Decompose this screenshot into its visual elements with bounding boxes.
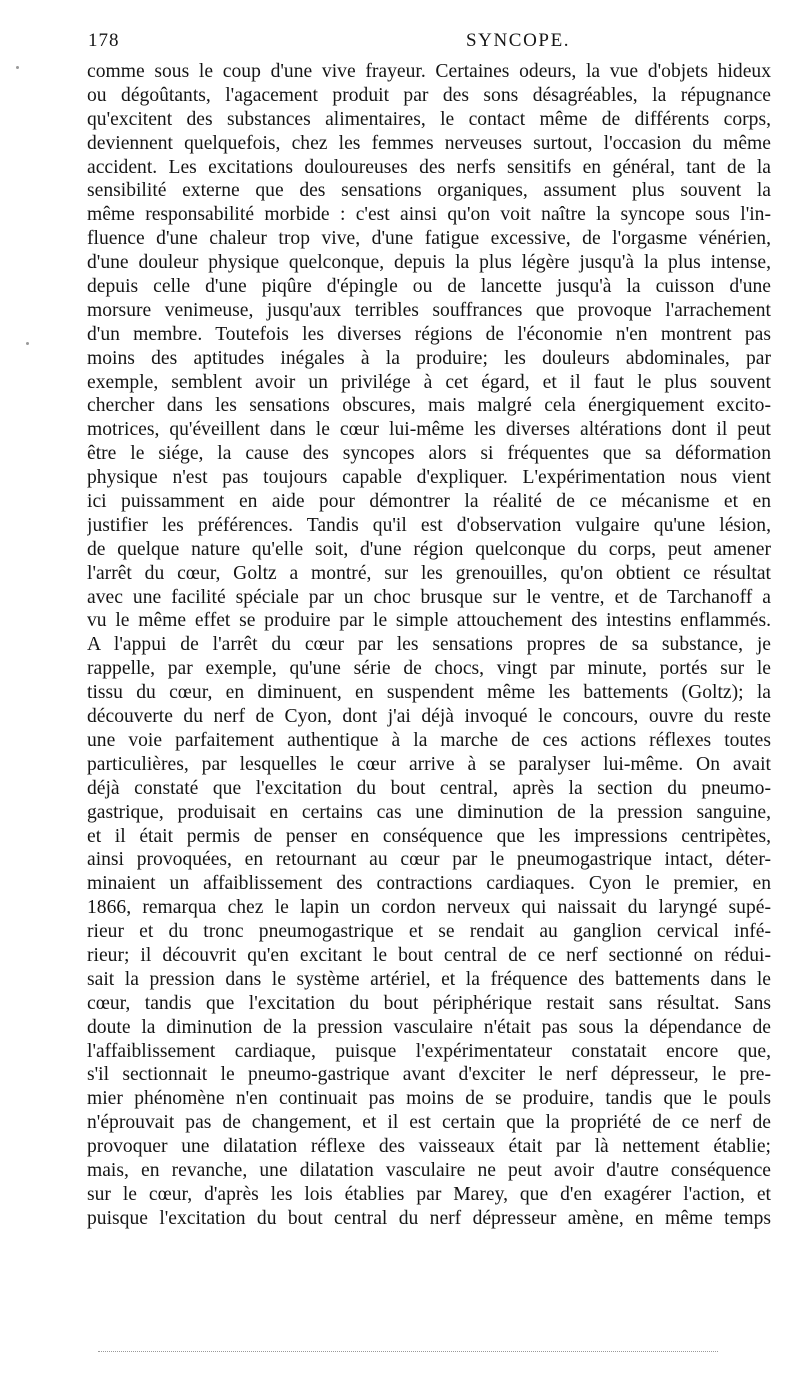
text-line: particulières, par lesquelles le cœur arrive à se paralyser lui-même. On avait xyxy=(87,753,771,775)
text-line: doute la diminution de la pression vasculaire n'était pas sous la dépendance de xyxy=(87,1016,771,1038)
running-title: SYNCOPE. xyxy=(466,30,571,51)
text-line: provoquer une dilatation réflexe des vaisseaux était par là nettement établie; xyxy=(87,1136,771,1158)
text-line: d'une douleur physique quelconque, depuis la plus légère jusqu'à la plus intense, xyxy=(87,252,771,274)
text-line: s'il sectionnait le pneumo-gastrique avant d'exciter le nerf dépresseur, le pre- xyxy=(87,1064,771,1086)
text-line: déjà constaté que l'excitation du bout central, après la section du pneumo- xyxy=(87,777,771,799)
footer-rule xyxy=(98,1351,718,1354)
text-line: exemple, semblent avoir un privilége à cet égard, et il faut le plus souvent xyxy=(87,371,771,393)
text-line: motrices, qu'éveillent dans le cœur lui-même les diverses altérations dont il peut xyxy=(87,419,771,441)
text-line: sensibilité externe que des sensations organiques, assument plus souvent la xyxy=(87,180,771,202)
text-line: comme sous le coup d'une vive frayeur. Certaines odeurs, la vue d'objets hideux xyxy=(87,61,771,82)
text-line: physique n'est pas toujours capable d'expliquer. L'expérimentation nous vient xyxy=(87,467,771,489)
text-line: fluence d'une chaleur trop vive, d'une fatigue excessive, de l'orgasme vénérien, xyxy=(87,228,771,250)
text-line: n'éprouvait pas de changement, et il est certain que la propriété de ce nerf de xyxy=(87,1112,771,1134)
text-line: deviennent quelquefois, chez les femmes nerveuses surtout, l'occasion du même xyxy=(87,132,771,154)
margin-speck xyxy=(16,66,19,69)
text-line: accident. Les excitations douloureuses des nerfs sensitifs en général, tant de la xyxy=(87,156,771,178)
text-line: morsure venimeuse, jusqu'aux terribles souffrances que provoque l'arrachement xyxy=(87,299,771,321)
margin-speck xyxy=(26,342,29,345)
text-line: A l'appui de l'arrêt du cœur par les sensations propres de sa substance, je xyxy=(87,634,771,656)
text-line: chercher dans les sensations obscures, mais malgré cela énergiquement excito- xyxy=(87,395,771,417)
text-line: tissu du cœur, en diminuent, en suspendent même les battements (Goltz); la xyxy=(87,682,771,704)
text-line: rieur; il découvrit qu'en excitant le bout central de ce nerf sectionné on rédui- xyxy=(87,944,771,966)
text-line: vu le même effet se produire par le simple attouchement des intestins enflammés. xyxy=(87,610,771,632)
text-line: 1866, remarqua chez le lapin un cordon nerveux qui naissait du laryngé supé- xyxy=(87,897,771,919)
text-line: sait la pression dans le système artériel, et la fréquence des battements dans le xyxy=(87,968,771,990)
text-line: d'un membre. Toutefois les diverses régions de l'économie n'en montrent pas xyxy=(87,323,771,345)
text-line: moins des aptitudes inégales à la produire; les douleurs abdominales, par xyxy=(87,347,771,369)
text-line: mais, en revanche, une dilatation vasculaire ne peut avoir d'autre conséquence xyxy=(87,1159,771,1181)
text-line: ici puissamment en aide pour démontrer la réalité de ce mécanisme et en xyxy=(87,491,771,513)
text-line: depuis celle d'une piqûre d'épingle ou de lancette jusqu'à la cuisson d'une xyxy=(87,276,771,298)
body-text xyxy=(87,60,771,1231)
text-line: même responsabilité morbide : c'est ainsi qu'on voit naître la syncope sous l'in- xyxy=(87,204,771,226)
text-line: de quelque nature qu'elle soit, d'une région quelconque du corps, peut amener xyxy=(87,538,771,560)
text-line: une voie parfaitement authentique à la marche de ces actions réflexes toutes xyxy=(87,729,771,751)
text-line: qu'excitent des substances alimentaires, le contact même de différents corps, xyxy=(87,108,771,130)
text-line: rappelle, par exemple, qu'une série de chocs, vingt par minute, portés sur le xyxy=(87,658,771,680)
text-line: et il était permis de penser en conséquence que les impressions centripètes, xyxy=(87,825,771,847)
text-line: justifier les préférences. Tandis qu'il est d'observation vulgaire qu'une lésion, xyxy=(87,514,771,536)
text-line: sur le cœur, d'après les lois établies par Marey, que d'en exagérer l'action, et xyxy=(87,1183,771,1205)
text-line: être le siége, la cause des syncopes alors si fréquentes que sa déformation xyxy=(87,443,771,465)
page-number: 178 xyxy=(88,30,120,51)
text-line: l'arrêt du cœur, Goltz a montré, sur les grenouilles, qu'on obtient ce résultat xyxy=(87,562,771,584)
text-line: l'affaiblissement cardiaque, puisque l'expérimentateur constatait encore que, xyxy=(87,1040,771,1062)
text-line: minaient un affaiblissement des contractions cardiaques. Cyon le premier, en xyxy=(87,873,771,895)
text-line: découverte du nerf de Cyon, dont j'ai déjà invoqué le concours, ouvre du reste xyxy=(87,706,771,728)
text-line: puisque l'excitation du bout central du nerf dépresseur amène, en même temps xyxy=(87,1207,771,1229)
text-line: ainsi provoquées, en retournant au cœur par le pneumogastrique intact, déter- xyxy=(87,849,771,871)
text-line: ou dégoûtants, l'agacement produit par des sons désagréables, la répugnance xyxy=(87,84,771,106)
text-line: mier phénomène n'en continuait pas moins de se produire, tandis que le pouls xyxy=(87,1088,771,1110)
text-line: avec une facilité spéciale par un choc brusque sur le ventre, et de Tarchanoff a xyxy=(87,586,771,608)
text-line: cœur, tandis que l'excitation du bout périphérique restait sans résultat. Sans xyxy=(87,992,771,1014)
text-line: rieur et du tronc pneumogastrique et se rendait au ganglion cervical infé- xyxy=(87,921,771,943)
page-header xyxy=(88,26,770,56)
text-line: gastrique, produisait en certains cas une diminution de la pression sanguine, xyxy=(87,801,771,823)
